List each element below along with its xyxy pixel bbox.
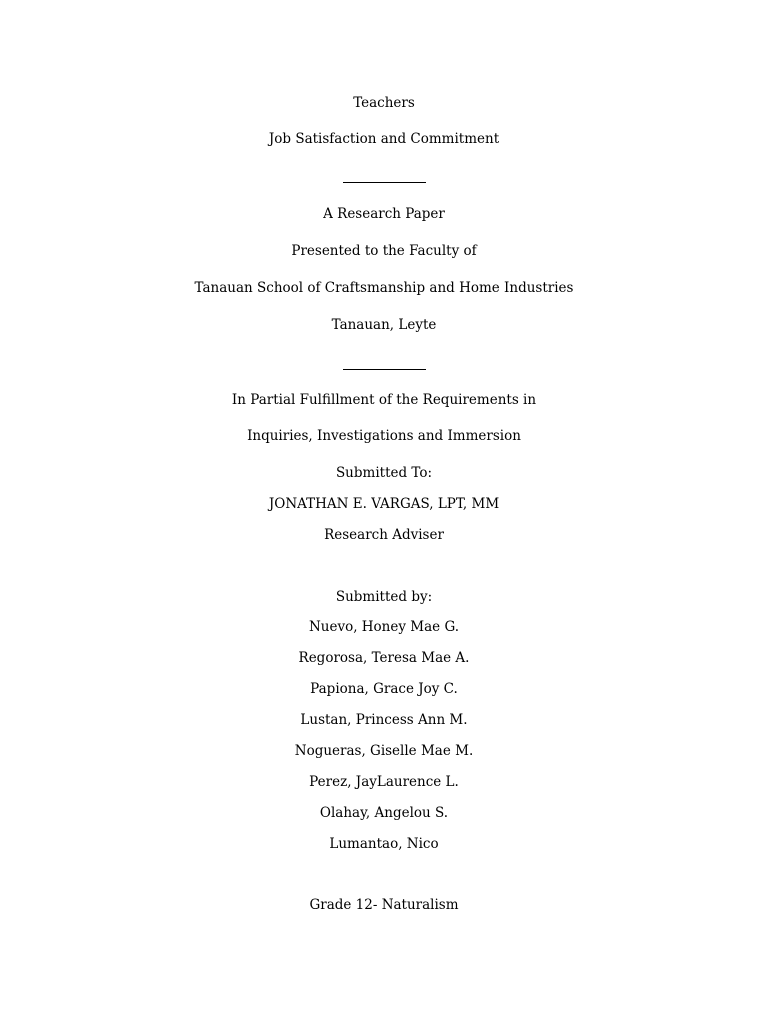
- paper-type: A Research Paper: [323, 206, 445, 222]
- adviser-role: Research Adviser: [324, 527, 444, 543]
- title-line-2: Job Satisfaction and Commitment: [268, 131, 500, 147]
- submitted-by-label: Submitted by:: [335, 589, 433, 605]
- list-item: Nuevo, Honey Mae G.: [308, 619, 460, 635]
- adviser-name: JONATHAN E. VARGAS, LPT, MM: [268, 496, 500, 512]
- divider-line-2: [343, 369, 426, 370]
- list-item: Perez, JayLaurence L.: [309, 774, 459, 790]
- list-item: Olahay, Angelou S.: [319, 805, 449, 821]
- fulfillment-line-2: Inquiries, Investigations and Immersion: [247, 428, 521, 444]
- list-item: Nogueras, Giselle Mae M.: [294, 743, 474, 759]
- list-item: Lumantao, Nico: [329, 836, 439, 852]
- presented-to-text: Presented to the Faculty of: [291, 243, 477, 259]
- list-item: Lustan, Princess Ann M.: [300, 712, 468, 728]
- school-name: Tanauan School of Craftsmanship and Home Industries: [194, 280, 574, 296]
- section-name: Grade 12- Naturalism: [309, 897, 459, 913]
- submitted-to-label: Submitted To:: [335, 465, 433, 481]
- member-list: [0, 618, 768, 866]
- school-location: Tanauan, Leyte: [331, 317, 437, 333]
- list-item: Regorosa, Teresa Mae A.: [298, 650, 470, 666]
- fulfillment-line-1: In Partial Fulfillment of the Requirements in: [231, 392, 537, 408]
- list-item: Papiona, Grace Joy C.: [310, 681, 458, 697]
- title-line-1: Teachers: [353, 95, 415, 111]
- divider-line-1: [343, 182, 426, 183]
